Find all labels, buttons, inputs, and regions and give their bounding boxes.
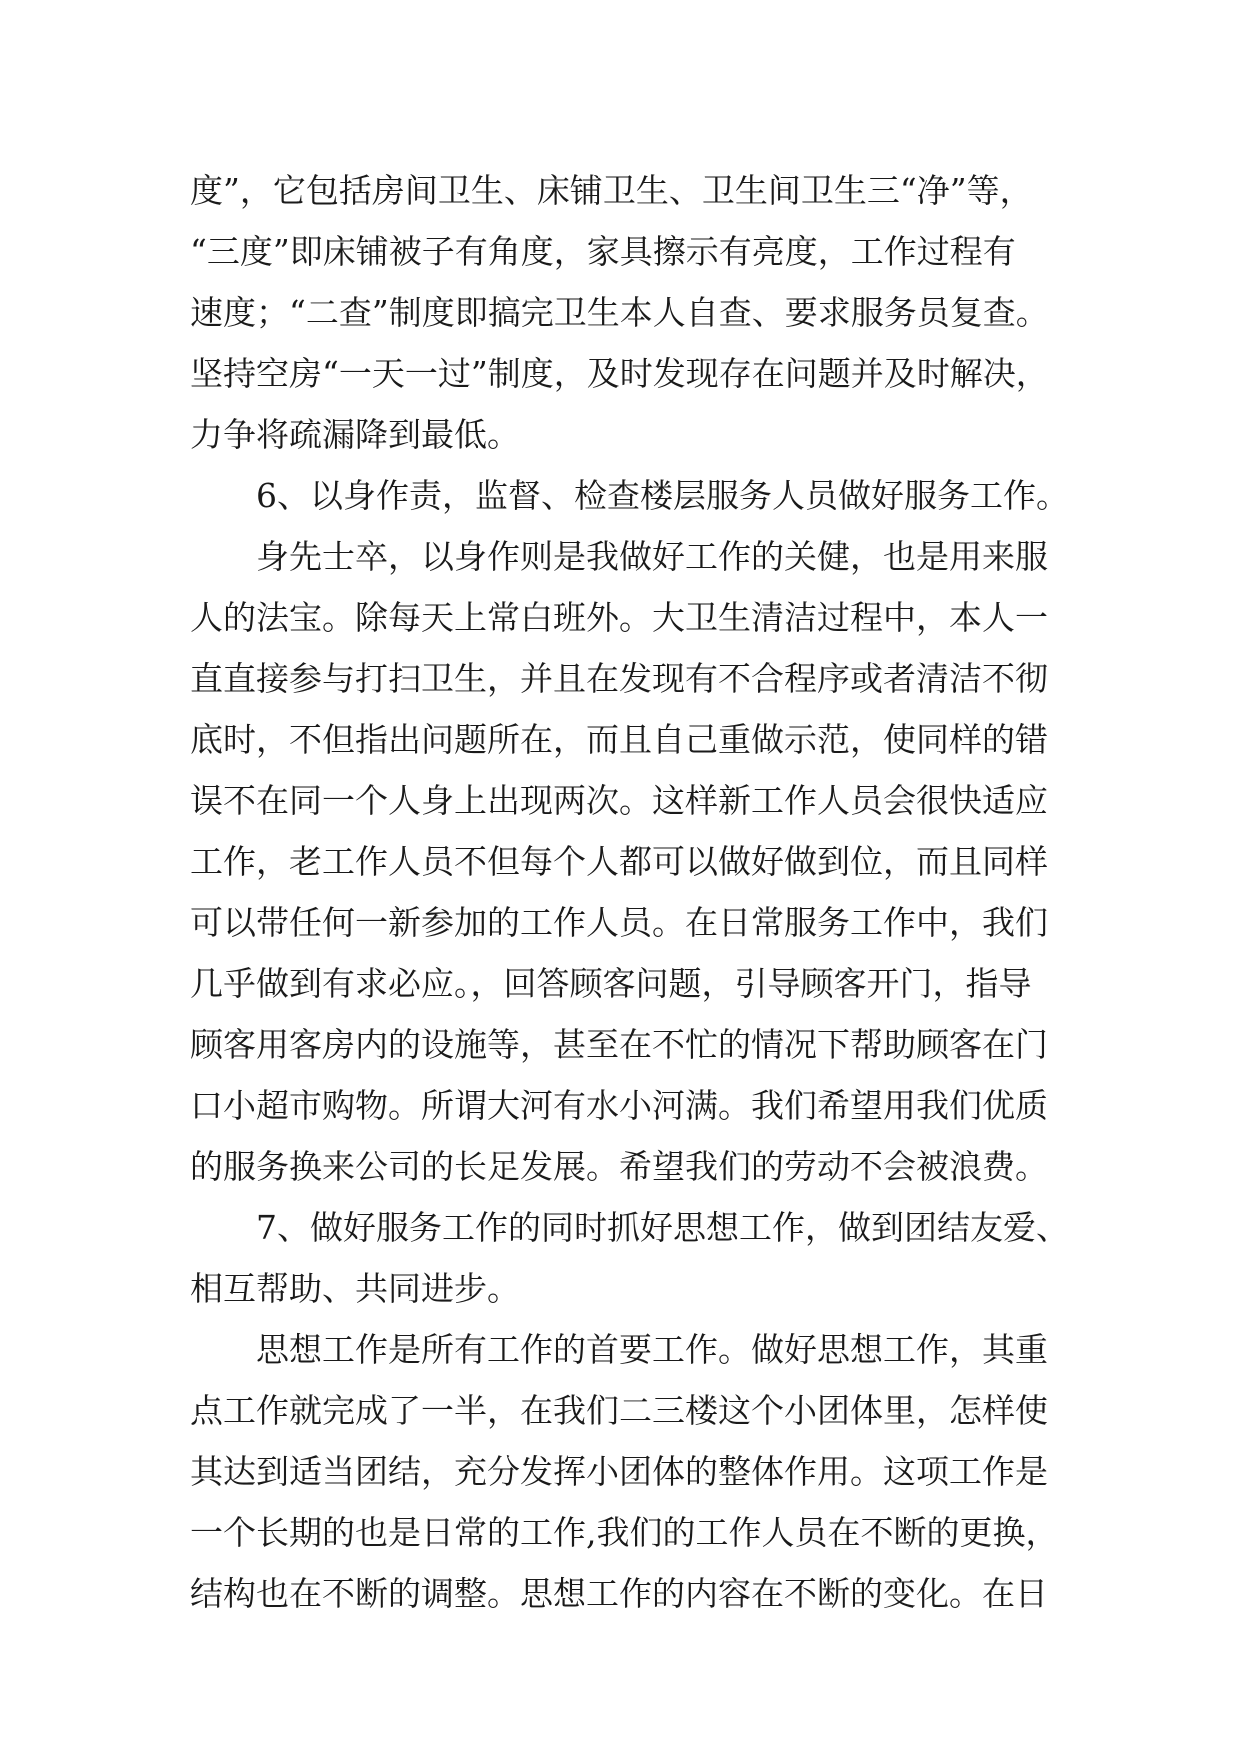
text-line: 可以带任何一新参加的工作人员。在日常服务工作中，我们 (190, 903, 1048, 942)
text-line: 误不在同一个人身上出现两次。这样新工作人员会很快适应 (190, 781, 1048, 820)
text-line: “三度”即床铺被子有角度，家具擦示有亮度，工作过程有 (190, 232, 1016, 271)
text-line: 直直接参与打扫卫生，并且在发现有不合程序或者清洁不彻 (190, 659, 1048, 698)
text-line: 度”，它包括房间卫生、床铺卫生、卫生间卫生三“净”等， (190, 171, 1033, 210)
text-line: 人的法宝。除每天上常白班外。大卫生清洁过程中，本人一 (190, 598, 1048, 637)
section-heading: 7、做好服务工作的同时抓好思想工作，做到团结友爱、 (256, 1208, 1069, 1247)
text-line: 力争将疏漏降到最低。 (190, 415, 520, 454)
text-line: 相互帮助、共同进步。 (190, 1269, 520, 1308)
text-line: 一个长期的也是日常的工作,我们的工作人员在不断的更换， (190, 1513, 1059, 1552)
text-line: 的服务换来公司的长足发展。希望我们的劳动不会被浪费。 (190, 1147, 1048, 1186)
body-text (190, 160, 1090, 1624)
text-line: 点工作就完成了一半，在我们二三楼这个小团体里，怎样使 (190, 1391, 1048, 1430)
text-line: 坚持空房“一天一过”制度，及时发现存在问题并及时解决， (190, 354, 1049, 393)
text-line: 工作，老工作人员不但每个人都可以做好做到位，而且同样 (190, 842, 1048, 881)
text-line: 身先士卒，以身作则是我做好工作的关健，也是用来服 (256, 537, 1048, 576)
text-line: 速度；“二查”制度即搞完卫生本人自查、要求服务员复查。 (190, 293, 1049, 332)
text-line: 思想工作是所有工作的首要工作。做好思想工作，其重 (256, 1330, 1048, 1369)
section-heading: 6、以身作责，监督、检查楼层服务人员做好服务工作。 (256, 476, 1069, 515)
text-line: 几乎做到有求必应。，回答顾客问题，引导顾客开门，指导 (190, 964, 1032, 1003)
text-line: 其达到适当团结，充分发挥小团体的整体作用。这项工作是 (190, 1452, 1048, 1491)
text-line: 结构也在不断的调整。思想工作的内容在不断的变化。在日 (190, 1574, 1048, 1613)
text-line: 口小超市购物。所谓大河有水小河满。我们希望用我们优质 (190, 1086, 1048, 1125)
text-line: 底时，不但指出问题所在，而且自己重做示范，使同样的错 (190, 720, 1048, 759)
text-line: 顾客用客房内的设施等，甚至在不忙的情况下帮助顾客在门 (190, 1025, 1048, 1064)
